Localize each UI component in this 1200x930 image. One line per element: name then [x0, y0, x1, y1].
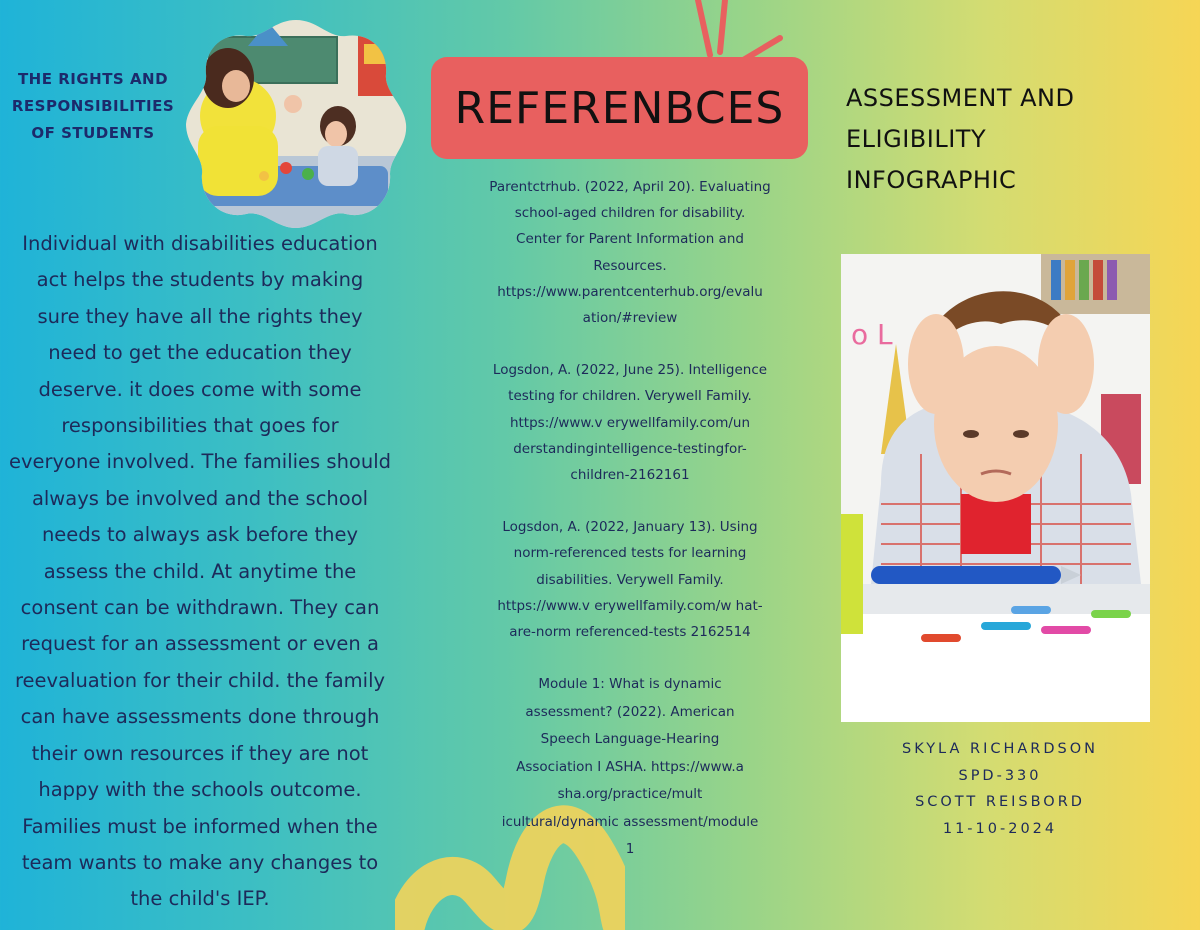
instructor-name: SCOTT REISBORD — [915, 794, 1085, 810]
body-line: can have assessments done through — [20, 705, 380, 729]
reference-line: Speech Language-Hearing — [540, 731, 720, 748]
reference-line: Module 1: What is dynamic — [538, 676, 722, 693]
body-line: need to get the education they — [48, 341, 352, 365]
reference-entry — [460, 357, 800, 488]
body-line: consent can be withdrawn. They can — [20, 596, 380, 620]
body-line: Families must be informed when the — [22, 814, 378, 838]
body-line: assess the child. At anytime the — [43, 559, 357, 583]
reference-link[interactable]: derstandingintelligence-testingfor- — [513, 440, 747, 457]
reference-entry — [460, 514, 800, 645]
reference-line: Center for Parent Information and — [516, 231, 744, 248]
title-line: ELIGIBILITY — [846, 125, 987, 153]
left-panel-title — [4, 66, 182, 147]
reference-link[interactable]: children-2162161 — [570, 467, 690, 484]
reference-line: disabilities. Verywell Family. — [536, 571, 724, 588]
reference-line: Logsdon, A. (2022, January 13). Using — [502, 519, 758, 536]
reference-entry — [460, 671, 800, 864]
reference-link[interactable]: icultural/dynamic assessment/module — [501, 813, 759, 830]
left-title-line: RESPONSIBILITIES — [11, 97, 175, 115]
body-line: request for an assessment or even a — [21, 632, 379, 656]
references-list — [460, 174, 800, 890]
reference-line: norm-referenced tests for learning — [513, 545, 747, 562]
body-line: their own resources if they are not — [31, 741, 369, 765]
title-line: INFOGRAPHIC — [846, 166, 1017, 194]
body-line: happy with the schools outcome. — [38, 778, 362, 802]
body-line: sure they have all the rights they — [37, 304, 363, 328]
body-line: responsibilities that goes for — [61, 414, 339, 438]
body-line: reevaluation for their child. the family — [14, 668, 386, 692]
reference-line: Logsdon, A. (2022, June 25). Intelligence — [492, 362, 768, 379]
reference-entry — [460, 174, 800, 331]
reference-line: Parentctrhub. (2022, April 20). Evaluating — [489, 179, 771, 195]
reference-link[interactable]: https://www.parentcenterhub.org/evalu — [497, 283, 763, 300]
left-title-line: OF STUDENTS — [31, 124, 155, 142]
frustrated-boy-photo — [841, 254, 1150, 722]
infographic-title — [846, 78, 1146, 201]
left-title-line: THE RIGHTS AND — [17, 70, 169, 88]
body-line: Individual with disabilities education — [22, 232, 378, 255]
left-panel-body — [0, 226, 400, 918]
body-line: team wants to make any changes to — [21, 850, 379, 874]
svg-text:o L: o L — [851, 318, 893, 351]
reference-link[interactable]: ation/#review — [582, 310, 678, 327]
author-credits — [860, 736, 1140, 842]
references-heading: REFERENBCES — [454, 82, 785, 134]
reference-line: assessment? (2022). American — [525, 703, 735, 720]
reference-link[interactable]: https://www.v erywellfamily.com/w hat- — [497, 597, 763, 614]
reference-line: Resources. — [593, 257, 667, 274]
body-line: the child's IEP. — [130, 887, 270, 911]
reference-link[interactable]: 1 — [625, 841, 635, 858]
reference-line: testing for children. Verywell Family. — [508, 388, 752, 405]
reference-link[interactable]: sha.org/practice/mult — [557, 786, 703, 803]
body-line: act helps the students by making — [36, 268, 364, 292]
reference-link[interactable]: https://www.v erywellfamily.com/un — [509, 414, 751, 431]
reference-line: school-aged children for disability. — [514, 205, 746, 222]
reference-line: Association I ASHA. https://www.a — [516, 758, 744, 775]
title-line: ASSESSMENT AND — [846, 84, 1075, 112]
date: 11-10-2024 — [942, 820, 1058, 837]
body-line: everyone involved. The families should — [8, 450, 392, 474]
reference-link[interactable]: are-norm referenced-tests 2162514 — [509, 624, 751, 641]
course-code: SPD-330 — [958, 767, 1042, 784]
body-line: always be involved and the school — [31, 486, 369, 510]
references-banner — [431, 57, 808, 159]
author-name: SKYLA RICHARDSON — [902, 741, 1098, 757]
classroom-photo — [178, 16, 414, 230]
body-line: deserve. it does come with some — [38, 377, 362, 401]
body-line: needs to always ask before they — [41, 523, 359, 547]
